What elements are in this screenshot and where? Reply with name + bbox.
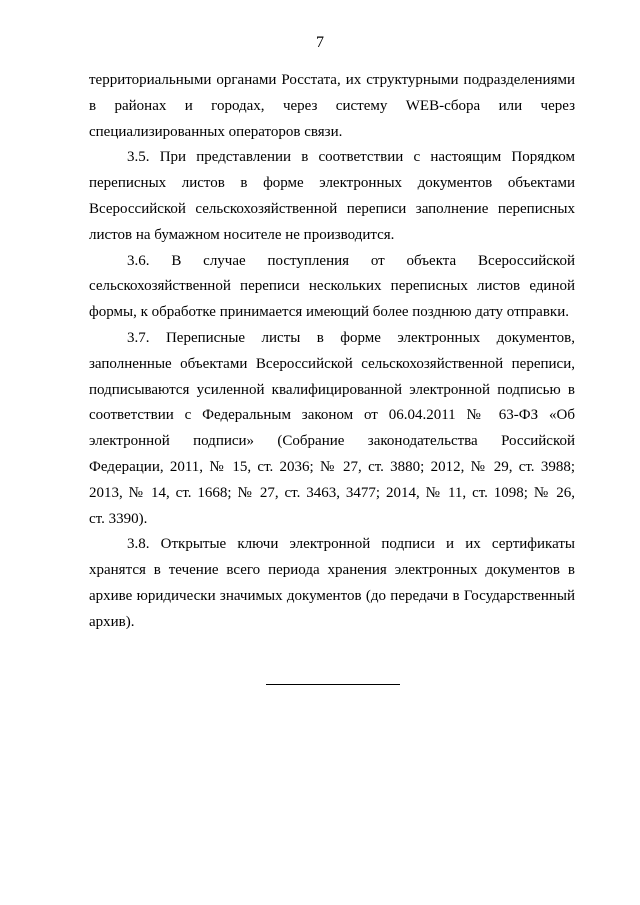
text-line: Всероссийской сельскохозяйственной переписи заполнение переписных xyxy=(89,200,575,217)
text-line: Федерации, 2011, № 15, ст. 2036; № 27, ст. 3880; 2012, № 29, ст. 3988; xyxy=(89,458,575,475)
text-line: переписных листов в форме электронных документов объектами xyxy=(89,175,575,192)
text-line: соответствии с Федеральным законом от 06.04.2011 № 63-ФЗ «Об xyxy=(89,407,575,424)
text-line: специализированных операторов связи. xyxy=(89,123,343,140)
document-body xyxy=(89,68,575,636)
paragraph-3-7 xyxy=(89,326,575,532)
paragraph-continuation xyxy=(89,68,575,145)
text-line: 3.7. Переписные листы в форме электронных документов, xyxy=(127,329,575,346)
page-number: 7 xyxy=(316,34,324,51)
text-line: 3.6. В случае поступления от объекта Всероссийской xyxy=(127,252,575,269)
paragraph-3-6 xyxy=(89,249,575,326)
end-separator-line xyxy=(266,684,400,685)
text-line: архиве юридически значимых документов (до передачи в Государственный xyxy=(89,587,575,604)
text-line: 2013, № 14, ст. 1668; № 27, ст. 3463, 3477; 2014, № 11, ст. 1098; № 26, xyxy=(89,484,575,501)
text-line: ст. 3390). xyxy=(89,510,148,527)
text-line: электронной подписи» (Собрание законодательства Российской xyxy=(89,433,575,450)
paragraph-3-5 xyxy=(89,145,575,248)
text-line: территориальными органами Росстата, их структурными подразделениями xyxy=(89,72,575,88)
text-line: 3.8. Открытые ключи электронной подписи и их сертификаты xyxy=(127,536,575,553)
text-line: листов на бумажном носителе не производится. xyxy=(89,226,395,243)
text-line: в районах и городах, через систему WEB-сбора или через xyxy=(89,97,575,114)
text-line: 3.5. При представлении в соответствии с настоящим Порядком xyxy=(127,149,575,166)
text-line: формы, к обработке принимается имеющий более позднюю дату отправки. xyxy=(89,304,569,321)
text-line: подписываются усиленной квалифицированной электронной подписью в xyxy=(89,381,575,398)
text-line: хранятся в течение всего периода хранения электронных документов в xyxy=(89,562,575,579)
text-line: заполненные объектами Всероссийской сельскохозяйственной переписи, xyxy=(89,355,575,372)
text-line: архив). xyxy=(89,613,135,630)
paragraph-3-8 xyxy=(89,532,575,635)
text-line: сельскохозяйственной переписи нескольких переписных листов единой xyxy=(89,278,575,295)
